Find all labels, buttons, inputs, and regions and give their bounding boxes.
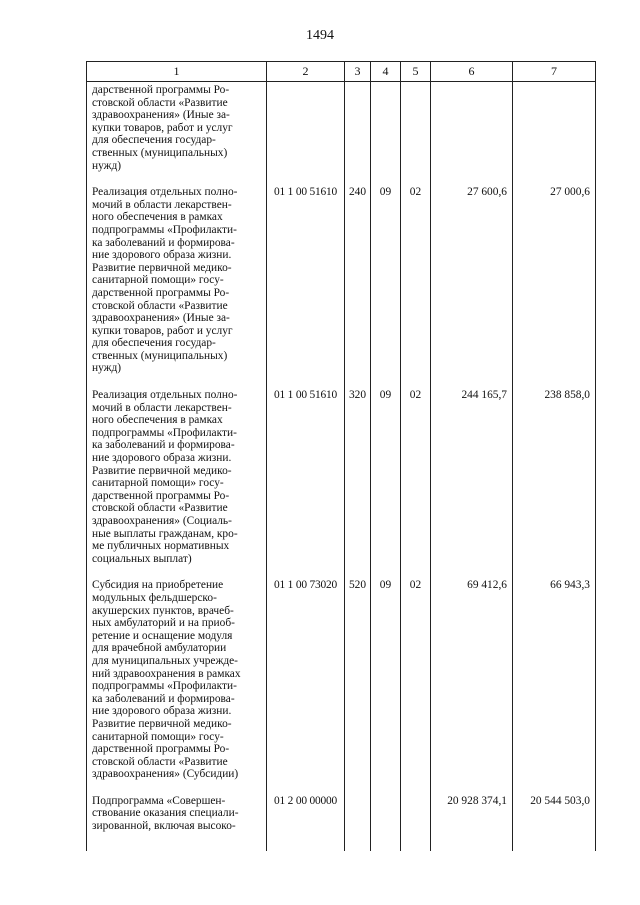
gap-cell xyxy=(401,833,431,851)
row-description xyxy=(87,795,267,833)
page-number: 1494 xyxy=(306,28,334,43)
gap-cell xyxy=(513,565,596,579)
gap-cell xyxy=(345,172,371,186)
description-line: стовской области «Развитие xyxy=(92,299,228,312)
description-line: для врачебной амбулатории xyxy=(92,642,227,655)
table-row xyxy=(87,186,596,375)
description-line: ствование оказания специали- xyxy=(92,807,239,820)
description-line: санитарной помощи» госу- xyxy=(92,274,224,287)
gap-cell xyxy=(267,565,345,579)
row-description xyxy=(87,82,267,173)
description-line: ний здравоохранения в рамках xyxy=(92,667,241,680)
description-line: подпрограммы «Профилакти- xyxy=(92,426,237,439)
amount-year-2: 27 000,6 xyxy=(513,186,596,375)
row-gap xyxy=(87,565,596,579)
description-line: стовской области «Развитие xyxy=(92,755,228,768)
expense-type: 520 xyxy=(345,579,371,781)
gap-cell xyxy=(431,565,513,579)
table-body xyxy=(87,82,596,851)
description-line: подпрограммы «Профилакти- xyxy=(92,223,237,236)
gap-cell xyxy=(371,781,401,795)
gap-cell xyxy=(87,375,267,389)
description-line: дарственной программы Ро- xyxy=(92,743,230,756)
gap-cell xyxy=(267,172,345,186)
amount-year-1: 69 412,6 xyxy=(431,579,513,781)
column-header: 6 xyxy=(431,62,513,82)
description-line: дарственной программы Ро- xyxy=(92,84,230,96)
description-line: стовской области «Развитие xyxy=(92,502,228,515)
description-line: ственных (муниципальных) xyxy=(92,146,228,159)
gap-cell xyxy=(267,833,345,851)
gap-cell xyxy=(513,833,596,851)
subsection-code: 02 xyxy=(401,389,431,565)
description-line: Реализация отдельных полно- xyxy=(92,389,238,402)
description-line: нужд) xyxy=(92,159,122,172)
description-line: ме публичных нормативных xyxy=(92,540,230,553)
amount-year-1 xyxy=(431,82,513,173)
description-line: модульных фельдшерско- xyxy=(92,591,217,604)
gap-cell xyxy=(267,375,345,389)
amount-year-2: 238 858,0 xyxy=(513,389,596,565)
row-description xyxy=(87,186,267,375)
gap-cell xyxy=(345,375,371,389)
target-code: 01 1 00 51610 xyxy=(267,389,345,565)
row-gap xyxy=(87,781,596,795)
gap-cell xyxy=(371,833,401,851)
column-header: 2 xyxy=(267,62,345,82)
description-line: мочий в области лекарствен- xyxy=(92,198,232,211)
amount-year-1: 27 600,6 xyxy=(431,186,513,375)
gap-cell xyxy=(401,781,431,795)
gap-cell xyxy=(345,781,371,795)
description-line: санитарной помощи» госу- xyxy=(92,730,224,743)
header-row xyxy=(87,62,596,82)
row-gap xyxy=(87,172,596,186)
gap-cell xyxy=(431,375,513,389)
description-line: купки товаров, работ и услуг xyxy=(92,121,233,134)
gap-cell xyxy=(431,781,513,795)
column-header: 1 xyxy=(87,62,267,82)
subsection-code: 02 xyxy=(401,186,431,375)
gap-cell xyxy=(267,781,345,795)
section-code: 09 xyxy=(371,186,401,375)
description-line: подпрограммы «Профилакти- xyxy=(92,680,237,693)
description-line: зированной, включая высоко- xyxy=(92,820,236,833)
budget-table xyxy=(86,61,596,851)
gap-cell xyxy=(401,565,431,579)
expense-type xyxy=(345,82,371,173)
description-line: Реализация отдельных полно- xyxy=(92,186,238,199)
table-row xyxy=(87,579,596,781)
row-description xyxy=(87,579,267,781)
description-line: ретение и оснащение модуля xyxy=(92,629,233,642)
description-line: ные выплаты гражданам, кро- xyxy=(92,527,238,540)
description-line: здравоохранения» (Иные за- xyxy=(92,109,230,122)
description-line: здравоохранения» (Иные за- xyxy=(92,312,230,325)
description-line: здравоохранения» (Субсидии) xyxy=(92,768,239,781)
expense-type: 320 xyxy=(345,389,371,565)
amount-year-1: 20 928 374,1 xyxy=(431,795,513,833)
description-line: Развитие первичной медико- xyxy=(92,261,232,274)
row-continuation xyxy=(87,833,596,851)
gap-cell xyxy=(345,833,371,851)
description-line: Развитие первичной медико- xyxy=(92,717,232,730)
description-line: для обеспечения государ- xyxy=(92,337,216,350)
column-header: 4 xyxy=(371,62,401,82)
description-line: ние здорового образа жизни. xyxy=(92,705,232,718)
description-line: ного обеспечения в рамках xyxy=(92,211,223,224)
description-line: Субсидия на приобретение xyxy=(92,579,224,592)
column-header: 3 xyxy=(345,62,371,82)
gap-cell xyxy=(345,565,371,579)
description-line: ственных (муниципальных) xyxy=(92,349,228,362)
section-code: 09 xyxy=(371,579,401,781)
gap-cell xyxy=(513,781,596,795)
table-row xyxy=(87,389,596,565)
description-line: для обеспечения государ- xyxy=(92,134,216,147)
gap-cell xyxy=(401,172,431,186)
description-line: стовской области «Развитие xyxy=(92,96,228,109)
subsection-code: 02 xyxy=(401,579,431,781)
description-line: ных амбулаторий и на приоб- xyxy=(92,617,235,630)
description-line: дарственной программы Ро- xyxy=(92,286,230,299)
description-line: купки товаров, работ и услуг xyxy=(92,324,233,337)
table-row xyxy=(87,795,596,833)
gap-cell xyxy=(371,172,401,186)
gap-cell xyxy=(513,375,596,389)
description-line: ние здорового образа жизни. xyxy=(92,249,232,262)
gap-cell xyxy=(87,172,267,186)
description-line: Подпрограмма «Совершен- xyxy=(92,794,226,807)
description-line: мочий в области лекарствен- xyxy=(92,401,232,414)
section-code xyxy=(371,82,401,173)
gap-cell xyxy=(431,833,513,851)
gap-cell xyxy=(87,565,267,579)
description-line: здравоохранения» (Социаль- xyxy=(92,515,232,527)
subsection-code xyxy=(401,795,431,833)
description-line: акушерских пунктов, врачеб- xyxy=(92,604,234,617)
row-description xyxy=(87,389,267,565)
gap-cell xyxy=(87,781,267,795)
column-header: 5 xyxy=(401,62,431,82)
section-code: 09 xyxy=(371,389,401,565)
gap-cell xyxy=(87,833,267,851)
gap-cell xyxy=(371,375,401,389)
row-gap xyxy=(87,375,596,389)
description-line: ка заболеваний и формирова- xyxy=(92,692,235,705)
description-line: нужд) xyxy=(92,362,122,375)
amount-year-2: 20 544 503,0 xyxy=(513,795,596,833)
amount-year-2 xyxy=(513,82,596,173)
target-code: 01 2 00 00000 xyxy=(267,795,345,833)
description-line: ка заболеваний и формирова- xyxy=(92,439,235,452)
subsection-code xyxy=(401,82,431,173)
column-header: 7 xyxy=(513,62,596,82)
table-row xyxy=(87,82,596,173)
gap-cell xyxy=(431,172,513,186)
expense-type: 240 xyxy=(345,186,371,375)
description-line: Развитие первичной медико- xyxy=(92,464,232,477)
description-line: дарственной программы Ро- xyxy=(92,489,230,502)
target-code xyxy=(267,82,345,173)
description-line: ка заболеваний и формирова- xyxy=(92,236,235,249)
description-line: социальных выплат) xyxy=(92,552,192,565)
description-line: для муниципальных учрежде- xyxy=(92,654,238,667)
expense-type xyxy=(345,795,371,833)
target-code: 01 1 00 73020 xyxy=(267,579,345,781)
amount-year-2: 66 943,3 xyxy=(513,579,596,781)
description-line: ного обеспечения в рамках xyxy=(92,414,223,427)
target-code: 01 1 00 51610 xyxy=(267,186,345,375)
gap-cell xyxy=(371,565,401,579)
gap-cell xyxy=(401,375,431,389)
description-line: санитарной помощи» госу- xyxy=(92,477,224,490)
gap-cell xyxy=(513,172,596,186)
amount-year-1: 244 165,7 xyxy=(431,389,513,565)
section-code xyxy=(371,795,401,833)
description-line: ние здорового образа жизни. xyxy=(92,452,232,465)
